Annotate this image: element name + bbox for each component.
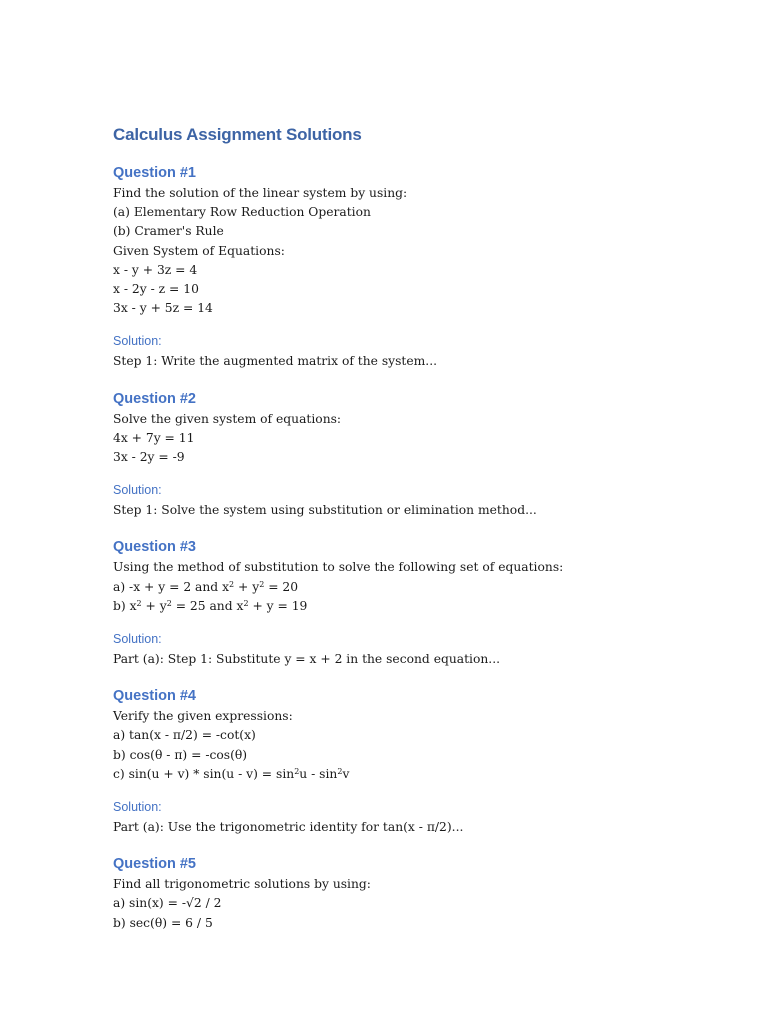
question-1	[113, 163, 713, 372]
solution-text: Step 1: Solve the system using substitution or elimination method...	[113, 503, 537, 518]
question-heading: Question #2	[113, 390, 196, 407]
question-3	[113, 537, 713, 669]
equation: b) sec(θ) = 6 / 5	[113, 915, 213, 930]
question-5	[113, 854, 713, 933]
equation: x - 2y - z = 10	[113, 282, 199, 297]
question-heading: Question #3	[113, 539, 196, 556]
question-text: Verify the given expressions:	[113, 709, 293, 724]
question-text: Find all trigonometric solutions by using:	[113, 877, 371, 892]
equation: 3x - y + 5z = 14	[113, 301, 213, 316]
question-4	[113, 686, 713, 837]
equation: x - y + 3z = 4	[113, 262, 198, 277]
question-text: Solve the given system of equations:	[113, 411, 342, 426]
solution-text: Step 1: Write the augmented matrix of the system...	[113, 354, 438, 369]
question-heading: Question #5	[113, 856, 196, 873]
equation: b) cos(θ - π) = -cos(θ)	[113, 747, 248, 762]
equation: b) $x^2 + y^2 = 25$ and $x^2 + y = 19$	[113, 598, 308, 613]
equation: 3x - 2y = -9	[113, 450, 185, 465]
question-text: Using the method of substitution to solve the following set of equations:	[113, 560, 564, 575]
solution-label: Solution:	[113, 483, 162, 498]
solution-text: Part (a): Step 1: Substitute y = x + 2 in the second equation...	[113, 652, 501, 667]
equation: a) sin(x) = -√2 / 2	[113, 896, 222, 911]
solution-label: Solution:	[113, 334, 162, 349]
question-text: Find the solution of the linear system by using:	[113, 186, 408, 200]
question-text: (a) Elementary Row Reduction Operation	[113, 205, 371, 220]
equation: c) $\sin(u + v) * \sin(u - v) = \sin^2u - \sin^2v$	[113, 766, 350, 781]
question-heading: Question #4	[113, 688, 196, 705]
equation: a) tan(x - π/2) = -cot(x)	[113, 728, 256, 743]
solution-label: Solution:	[113, 632, 162, 647]
equation: a) -x + y = 2 and $x^2 + y^2 = 20$	[113, 579, 299, 594]
solution-text: Part (a): Use the trigonometric identity for tan(x - π/2)...	[113, 820, 464, 835]
question-heading: Question #1	[113, 165, 196, 181]
document-page	[113, 124, 713, 950]
question-text: (b) Cramer's Rule	[113, 224, 224, 239]
question-2	[113, 389, 713, 521]
question-text: Given System of Equations:	[113, 243, 285, 258]
solution-label: Solution:	[113, 800, 162, 815]
document-title: Calculus Assignment Solutions	[113, 125, 362, 144]
equation: 4x + 7y = 11	[113, 430, 195, 445]
